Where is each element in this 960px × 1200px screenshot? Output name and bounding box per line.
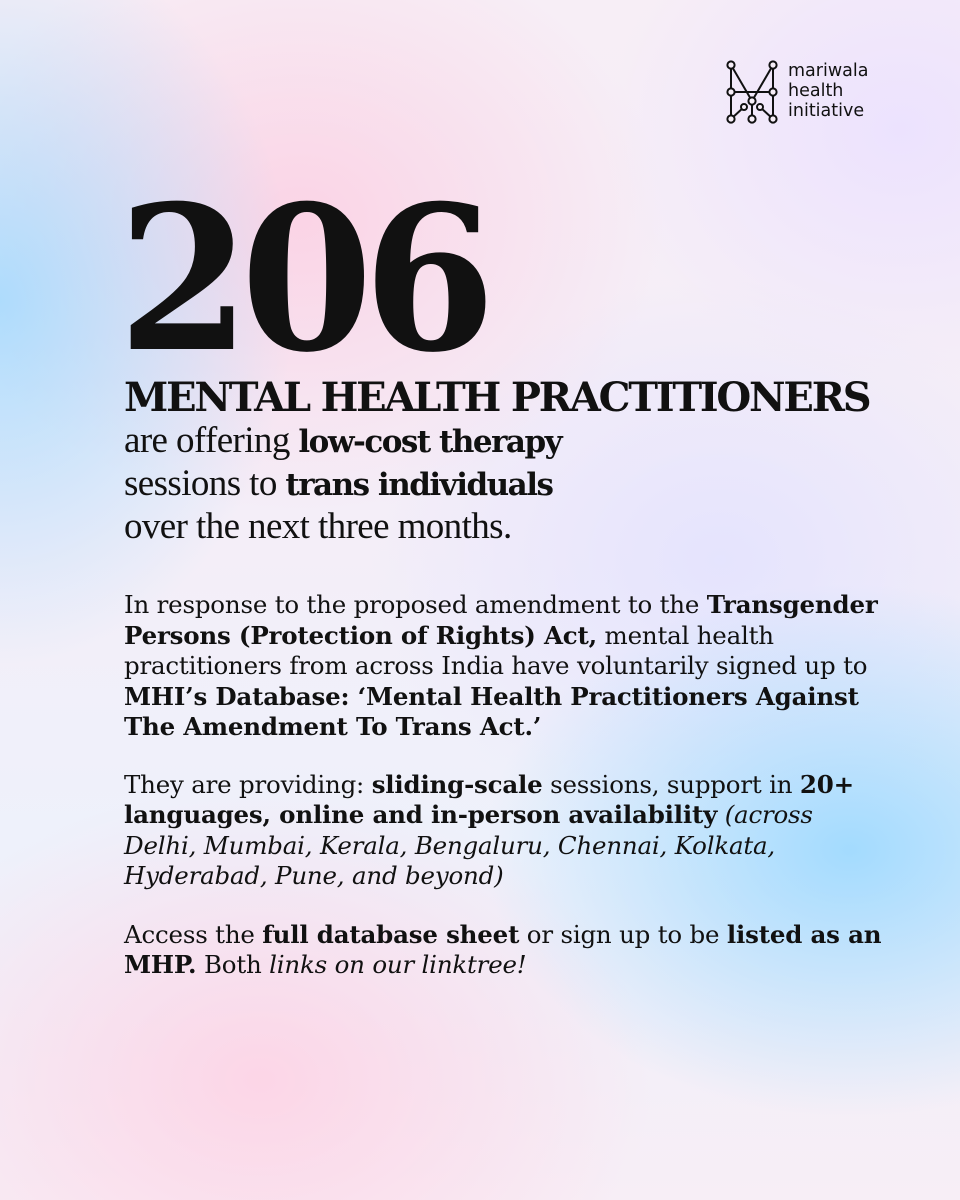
services-paragraph <box>124 770 884 892</box>
database-name: MHI’s Database: ‘Mental Health Practitioners Against The Amendment To Trans Act.’ <box>124 681 859 741</box>
paragraph-text: Both <box>196 950 270 979</box>
subhead-emphasis: low-cost therapy <box>298 424 562 460</box>
paragraph-text <box>717 800 725 829</box>
subhead-line-3: over the next three months. <box>124 506 512 547</box>
cities-list: (across Delhi, Mumbai, Kerala, Bengaluru, Chennai, Kolkata, Hyderabad, Pune, and beyond) <box>124 800 813 890</box>
linktree-text: links on our linktree! <box>269 950 527 979</box>
paragraph-text: Access the <box>124 919 263 949</box>
brand-name-line3: initiative <box>788 101 865 121</box>
subhead-line-1 <box>124 420 884 463</box>
stat-number: 206 <box>118 162 487 397</box>
brand-logo <box>726 60 868 124</box>
paragraph-text: or sign up to be <box>519 919 727 949</box>
sliding-scale-text: sliding-scale <box>371 769 543 799</box>
brand-name <box>788 60 868 121</box>
act-name: Transgender Persons (Protection of Rights) Act, <box>124 590 878 650</box>
database-sheet-text: full database sheet <box>262 919 520 949</box>
subhead-text: sessions to <box>124 463 286 504</box>
listed-as-mhp-text: listed as an MHP. <box>124 919 882 979</box>
mhi-network-logo-icon <box>726 60 778 124</box>
subhead-text: are offering <box>124 420 299 461</box>
paragraph-text: They are providing: <box>124 769 372 799</box>
call-to-action-paragraph <box>124 920 884 981</box>
brand-name-line1: mariwala <box>788 61 869 81</box>
main-content <box>118 162 884 981</box>
languages-availability-text: 20+ languages, online and in-person availability <box>124 769 854 829</box>
paragraph-text: mental health practitioners from across India have voluntarily signed up to <box>124 620 868 680</box>
subheadline <box>124 420 884 547</box>
context-paragraph <box>124 590 884 743</box>
paragraph-text: sessions, support in <box>542 769 800 799</box>
subhead-emphasis: trans individuals <box>285 467 553 503</box>
stat-label: MENTAL HEALTH PRACTITIONERS <box>124 374 870 421</box>
brand-name-line2: health <box>788 81 844 101</box>
subhead-line-2 <box>124 463 884 506</box>
paragraph-text: In response to the proposed amendment to the <box>124 590 707 619</box>
